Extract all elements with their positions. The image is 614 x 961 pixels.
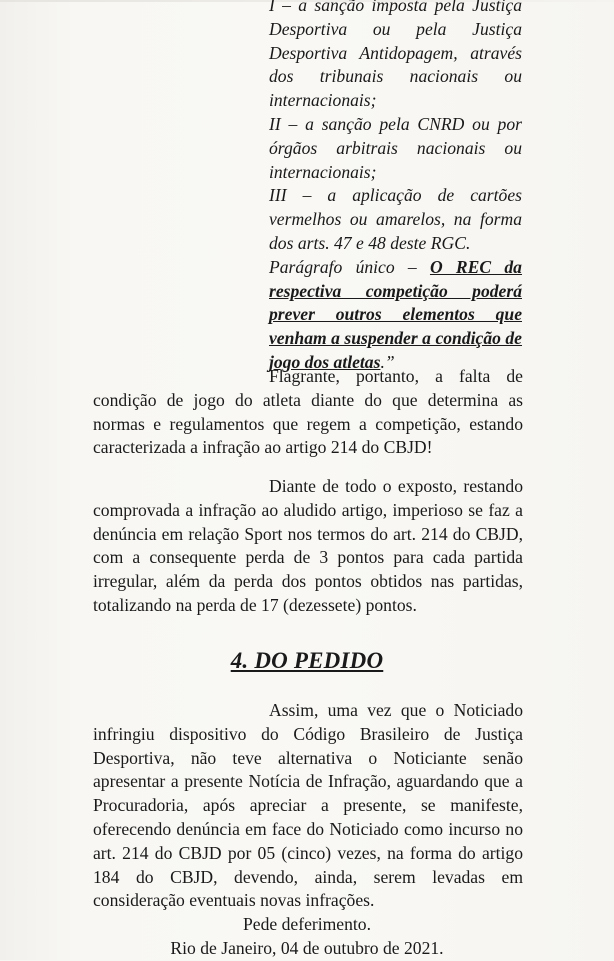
sole-paragraph-lead: Parágrafo único – <box>269 256 430 277</box>
quote-item-iii: III – a aplicação de cartões vermelhos ou amarelos, na forma dos arts. 47 e 48 deste RGC. <box>269 185 522 253</box>
quote-item-ii: II – a sanção pela CNRD ou por órgãos arbitrais nacionais ou internacionais; <box>269 113 522 182</box>
section-heading: 4. DO PEDIDO <box>230 648 384 673</box>
request-paragraph <box>93 699 523 913</box>
closing-request: Pede deferimento. <box>243 914 371 934</box>
sole-paragraph-end: .” <box>380 351 395 372</box>
sole-paragraph-emphasis: O REC da respectiva competição poderá prever outros elementos que venham a suspender a condição de jogo dos atletas <box>269 256 522 372</box>
body-paragraph-1-text: Flagrante, portanto, a falta de condição de jogo do atleta diante do que determina as normas e regulamentos que regem a competição, estando caracterizada a infração ao artigo 214 do CBJD! <box>93 366 523 458</box>
closing-place-date: Rio de Janeiro, 04 de outubro de 2021. <box>170 938 444 958</box>
quote-item-i: I – a sanção imposta pela Justiça Desportiva ou pela Justiça Desportiva Antidopagem, através dos tribunais nacionais ou internacionais; <box>269 0 522 111</box>
body-paragraph-2-text: Diante de todo o exposto, restando comprovada a infração ao aludido artigo, imperioso se faz a denúncia em relação Sport nos termos do art. 214 do CBJD, com a consequente perda de 3 pontos para cada partida irregular, além da perda dos pontos obtidos nas partidas, totalizando na perda de 17 (dezessete) pontos. <box>93 476 523 615</box>
quoted-regulation-block <box>269 0 522 375</box>
body-paragraph-2 <box>93 475 523 618</box>
quote-sole-paragraph <box>269 256 522 375</box>
body-paragraph-1 <box>93 365 523 460</box>
request-paragraph-text: Assim, uma vez que o Noticiado infringiu dispositivo do Código Brasileiro de Justiça Desportiva, não teve alternativa o Noticiante senão apresentar a presente Notícia de Infração, aguardando que a Procuradoria, após apreciar a presente, se manifeste, oferecendo denúncia em face do Noticiado como incurso no art. 214 do CBJD por 05 (cinco) vezes, na forma do artigo 184 do CBJD, devendo, ainda, serem levadas em consideração eventuais novas infrações. <box>93 700 523 911</box>
